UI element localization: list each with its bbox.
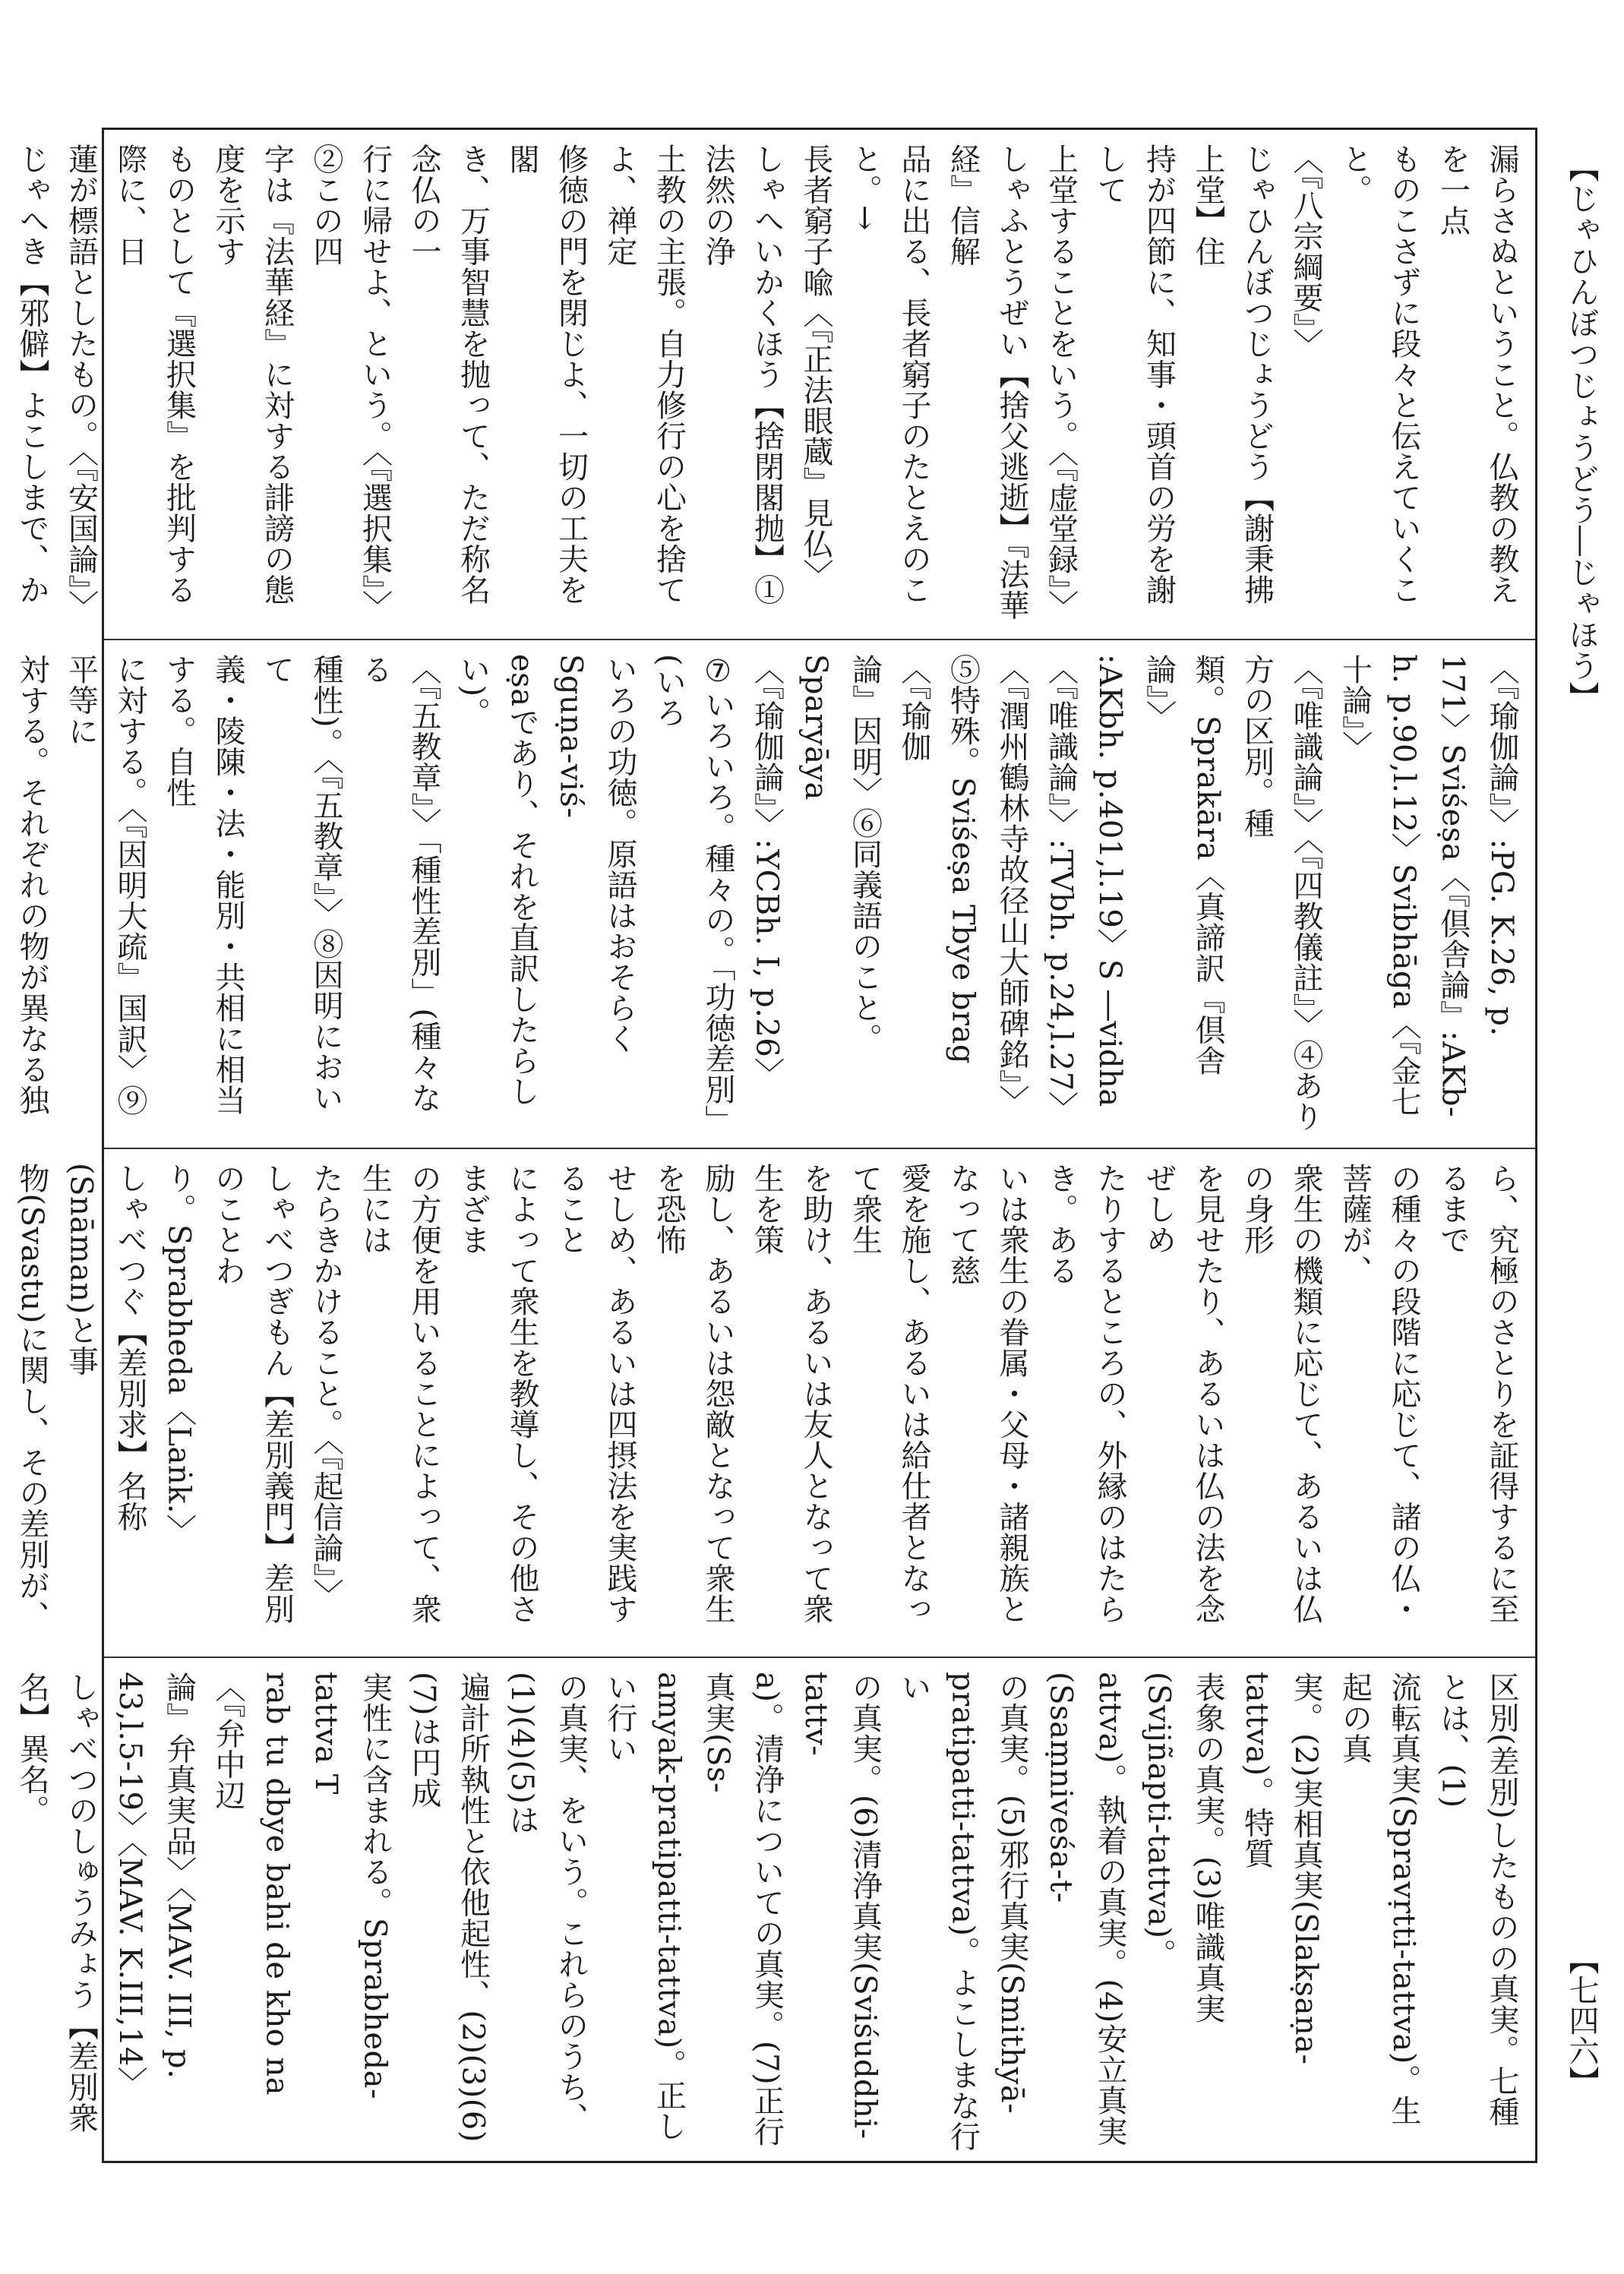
tier-1: [14, 130, 1535, 631]
running-head: 【じゃひんぼつじょうどう―じゃほう】: [1564, 152, 1599, 712]
tier-2: [14, 639, 1535, 1142]
tier-3: [14, 1148, 1535, 1650]
tier-3-text: ら、究極のさとりを証得するに至るまで の種々の段階に応じて、諸の仏・菩薩が、 衆生の機類に応じて、あるいは仏の身形 を見せたり、あるいは仏の法を念ぜしめ たりするところの、外縁のはたらき。ある いは衆生の眷属・父母・諸親族となって慈 愛を施し、あるいは給仕者となって衆生 を助け、あるいは友人となって衆生を策 励し、あるいは怨敵となって衆生を恐怖 せしめ、あるいは四摂法を実践すること によって衆生を教導し、その他さまざま の方便を用いることによって、衆生には たらきかけること。〈『起信論』〉 しゃべつぎもん【差別義門】差別のことわ り。Sprabheda〈Laṅk.〉 しゃべつぐ【差別求】名称(Snāman)と事 物(Svastu)に関し、その差別が、: [14, 1163, 1519, 1631]
entry-frame: [14, 128, 1537, 2163]
tier-4-text: 区別(差別)したものの真実。七種とは、(1) 流転真実(Spravṛtti-tattva)。生起の真 実。(2)実相真実(Slakṣaṇa-tattva)。特質 表象の真実。(3)唯識真実(Svijñapti-tattva)。 attva)。執着の真実。(4)安立真実(Ssaṃniveśa-t- の真実。(5)邪行真実(Smithyā-pratipatti-tattva)。よこしまな行い の真実。(6)清浄真実(Sviśuddhi-tattv- a)。清浄についての真実。(7)正行真実(Ss- amyak-pratipatti-tattva)。正しい行い の真実、をいう。これらのうち、(1)(4)(5)は 遍計所執性と依他起性、(2)(3)(6)(7)は円成 実性に含まれる。Sprabheda-tattva T rab tu dbye bahi de kho na〈『弁中辺 論』弁真実品〉〈MAV. III, p. 43,l.5-19〉〈MAV. K.III,14〉 しゃべつのしゅうみょう【差別衆名】異名。: [14, 1672, 1519, 2152]
page-number: 【七四六】: [1564, 1944, 1599, 2096]
tier-2-text: 〈『瑜伽論』〉:PG. K.26, p. 171〉Sviśeṣa〈『倶舎論』:AKb- h. p.90,l.12〉Svibhāga〈『金七十論』〉 〈『唯識論』〉〈『四教儀註』〉④あり方の区別。種 類。Sprakāra〈真諦訳『倶舎論』〉 :AKbh. p.401,l.19〉S ―vidha 〈『唯識論』〉:TVbh. p.24,l.27〉 〈『潤州鶴林寺故径山大師碑銘』〉 ⑤特殊。Sviśeṣa Tbye brag〈『瑜伽 論』因明〉⑥同義語のこと。Sparyāya 〈『瑜伽論』〉:YCBh. I, p.26〉 ⑦いろいろ。種々の。「功徳差別」(いろ いろの功徳。原語はおそらくSguṇa-viś- eṣaであり、それを直訳したらしい)。 〈『五教章』〉「種性差別」(種々なる 種性)。〈『五教章』〉⑧因明において 義・陵陳・法・能別・共相に相当する。自性 に対する。〈『因明大疏』国訳〉⑨平等に 対する。それぞれの物が異なる独: [14, 654, 1519, 1132]
tier-1-text: 漏らさぬということ。仏教の教えを一点 ものこさずに段々と伝えていくこと。 〈『八宗綱要』〉 じゃひんぼつじょうどう【謝秉拂上堂】住 持が四節に、知事・頭首の労を謝して 上堂することをいう。〈『虚堂録』〉 しゃふとうぜい【捨父逃逝】『法華経』信解 品に出る、長者窮子のたとえのこと。→ 長者窮子喩〈『正法眼蔵』見仏〉 しゃへいかくほう【捨閉閣抛】①法然の浄 土教の主張。自力修行の心を捨てよ、禅定 修徳の門を閉じよ、一切の工夫を閣 き、万事智慧を抛って、ただ称名念仏の一 行に帰せよ、という。〈『選択集』〉②この四 字は『法華経』に対する誹謗の態度を示す ものとして『選択集』を批判する際に、日 蓮が標語としたもの。〈『安国論』〉 じゃへき【邪僻】よこしまで、か: [14, 144, 1519, 621]
tier-4: [14, 1657, 1535, 2162]
